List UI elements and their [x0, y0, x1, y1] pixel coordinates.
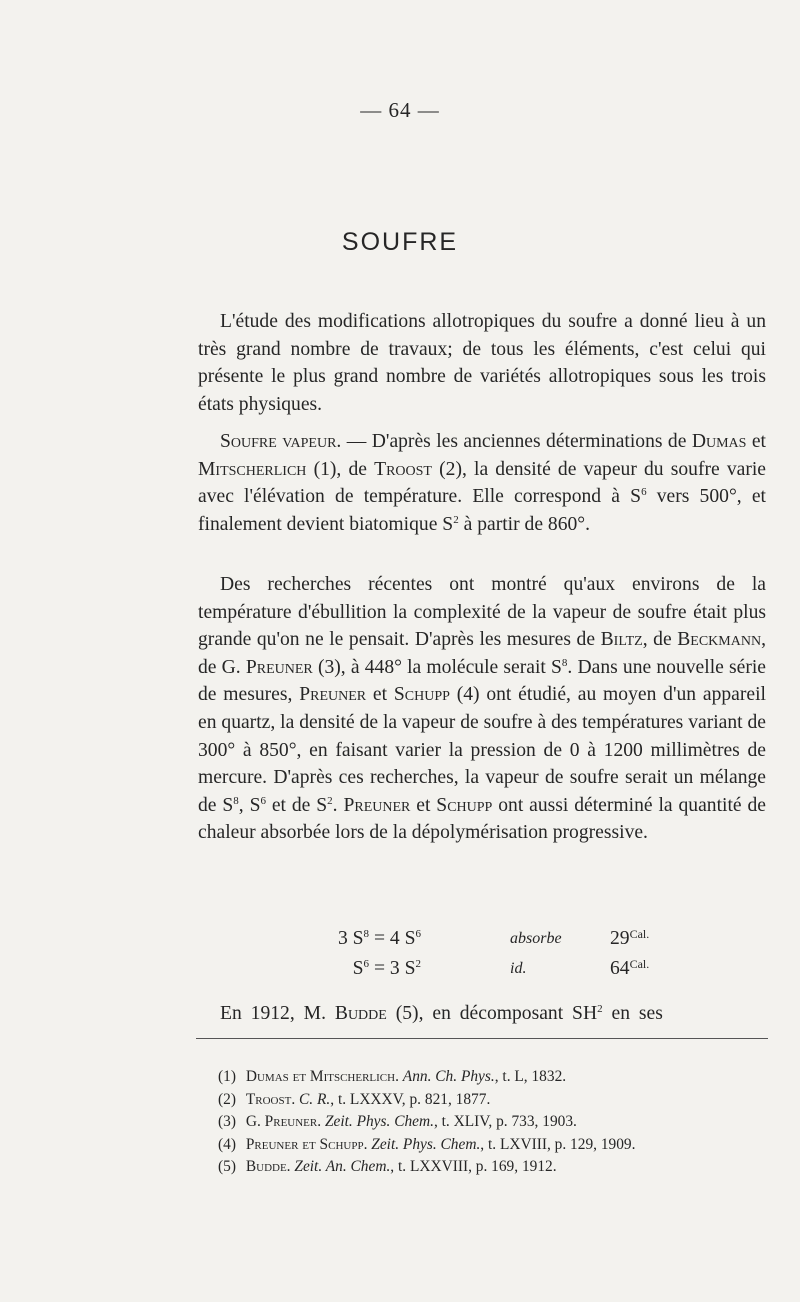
chapter-title: SOUFRE: [341, 228, 459, 256]
footnotes-list: [218, 1066, 778, 1179]
author-name: Troost: [374, 458, 432, 480]
equation-line: [198, 958, 766, 988]
equation-value: $64^{Cal.}$: [610, 957, 650, 979]
vapeur-paragraph: Soufre vapeur. — D'après les anciennes déterminations de Dumas et Mitscherlich (1), de Troost (2), la densité de vapeur du soufre varie avec l'élévation de température. Elle correspond à $S^6$ vers 500°, et finalement devient biatomique $S^2$ à partir de 860°.: [198, 431, 767, 535]
author-name: Beckmann: [677, 629, 762, 651]
footnote-divider: [196, 1038, 768, 1039]
author-name: Mitscherlich: [198, 458, 307, 480]
author-name: Preuner: [343, 794, 411, 816]
author-name: Schupp: [393, 684, 450, 706]
equation-value: $29^{Cal.}$: [610, 927, 650, 949]
equation-formula: $S^6 = 3$ $S^2$: [352, 958, 421, 979]
author-name: Preuner: [245, 656, 313, 678]
author-name: Biltz: [600, 629, 643, 651]
author-name: Dumas: [691, 431, 747, 452]
equation-formula: 3 $S^8 = 4$ $S^6$: [337, 928, 421, 949]
footnote: (4) Preuner et Schupp. Zeit. Phys. Chem., t. LXVIII, p. 129, 1909.: [218, 1135, 636, 1153]
author-name: Preuner: [299, 684, 367, 706]
author-name: Budde: [334, 1003, 387, 1024]
footnote: (2) Troost. C. R., t. LXXXV, p. 821, 1877.: [218, 1090, 491, 1108]
author-name: Schupp: [436, 794, 493, 816]
final-paragraph: En 1912, M. Budde (5), en décomposant $SH^2$ en ses: [220, 1003, 663, 1024]
page-number: — 64 —: [360, 98, 440, 122]
equation-label: id.: [510, 960, 527, 977]
footnote: (5) Budde. Zeit. An. Chem., t. LXXVIII, p. 169, 1912.: [218, 1158, 557, 1175]
section-heading: Soufre vapeur.: [220, 431, 342, 452]
equation-label: absorbe: [510, 930, 562, 947]
recherches-paragraph: Des recherches récentes ont montré qu'aux environs de la température d'ébullition la complexité de la vapeur de soufre était plus grande qu'on ne le pensait. D'après les mesures de Biltz, de Beckmann, de G. Preuner (3), à 448° la molécule serait $S^8$. Dans une nouvelle série de mesures, Preuner et Schupp (4) ont étudié, au moyen d'un appareil en quartz, la densité de la vapeur de soufre à des températures variant de 300° à 850°, en faisant varier la pression de 0 à 1200 millimètres de mercure. D'après ces recherches, la vapeur de soufre serait un mélange de $S^8$, $S^6$ et de $S^2$. Preuner et Schupp ont aussi déterminé la quantité de chaleur absorbée lors de la dépolymérisation progressive.: [198, 574, 766, 844]
footnote: (1) Dumas et Mitscherlich. Ann. Ch. Phys., t. L, 1832.: [218, 1068, 567, 1085]
footnote: (3) G. Preuner. Zeit. Phys. Chem., t. XLIV, p. 733, 1903.: [218, 1113, 577, 1130]
equation-line: [198, 928, 766, 958]
intro-paragraph: L'étude des modifications allotropiques du soufre a donné lieu à un très grand nombre de travaux; de tous les éléments, c'est celui qui présente le plus grand nombre de variétés allotropiques sous les trois états physiques.: [198, 311, 766, 415]
